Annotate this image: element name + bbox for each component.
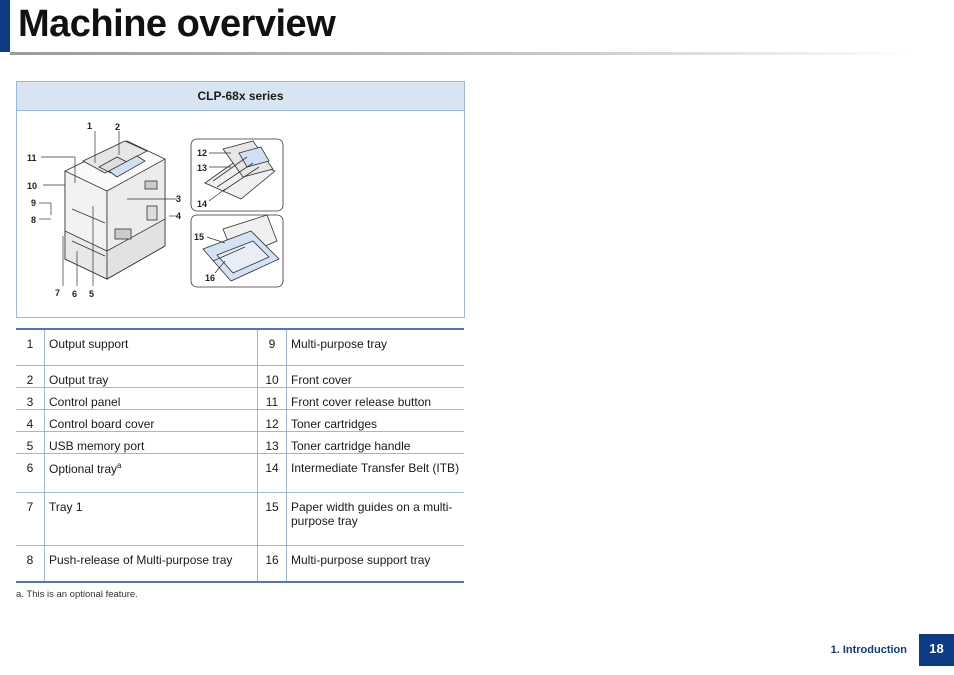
part-number: 10 [258, 366, 287, 388]
table-row [16, 388, 464, 410]
callout-11: 11 [27, 153, 37, 163]
part-label: Multi-purpose tray [287, 329, 465, 366]
part-number: 8 [16, 546, 45, 583]
title-accent-bar [0, 0, 10, 52]
part-number: 5 [16, 432, 45, 454]
table-row [16, 432, 464, 454]
part-number: 1 [16, 329, 45, 366]
part-label: Front cover release button [287, 388, 465, 410]
part-label-text: Push-release of Multi-purpose tray [49, 553, 233, 567]
part-label-text: Control panel [49, 395, 121, 409]
part-label [45, 329, 258, 366]
footnote: a. This is an optional feature. [16, 589, 138, 600]
callout-9: 9 [31, 198, 37, 208]
part-label: Intermediate Transfer Belt (ITB) [287, 454, 465, 493]
part-label-text: Optional tray [49, 462, 118, 476]
table-row [16, 410, 464, 432]
printer-illustration [17, 111, 464, 317]
part-label: Toner cartridge handle [287, 432, 465, 454]
callout-2: 2 [115, 122, 121, 132]
part-number: 12 [258, 410, 287, 432]
part-label [45, 432, 258, 454]
page-number: 18 [919, 634, 954, 666]
part-number: 6 [16, 454, 45, 493]
figure-caption: CLP-68x series [17, 82, 464, 111]
part-number: 13 [258, 432, 287, 454]
table-row [16, 493, 464, 546]
part-label [45, 493, 258, 546]
parts-table [16, 328, 464, 583]
part-label: Toner cartridges [287, 410, 465, 432]
callout-16: 16 [205, 273, 216, 283]
table-row [16, 366, 464, 388]
callout-15: 15 [194, 232, 205, 242]
printer-drawing [65, 141, 165, 279]
part-number: 9 [258, 329, 287, 366]
table-row [16, 329, 464, 366]
part-label [45, 410, 258, 432]
part-label-text: Tray 1 [49, 500, 83, 514]
part-label-text: Control board cover [49, 417, 155, 431]
part-label-text: Output tray [49, 373, 109, 387]
part-label-text: Output support [49, 337, 129, 351]
callout-12: 12 [197, 148, 208, 158]
page-title: Machine overview [18, 3, 336, 45]
part-number: 3 [16, 388, 45, 410]
callout-7: 7 [55, 288, 61, 298]
callout-10: 10 [27, 181, 38, 191]
callout-14: 14 [197, 199, 208, 209]
part-label-text: USB memory port [49, 439, 145, 453]
part-label: Paper width guides on a multi-purpose tray [287, 493, 465, 546]
part-label: Multi-purpose support tray [287, 546, 465, 583]
part-label: Front cover [287, 366, 465, 388]
callout-1: 1 [87, 121, 93, 131]
part-number: 11 [258, 388, 287, 410]
callout-13: 13 [197, 163, 208, 173]
part-number: 14 [258, 454, 287, 493]
part-label [45, 388, 258, 410]
callout-4: 4 [176, 211, 182, 221]
footer-section-link[interactable]: 1. Introduction [830, 644, 907, 656]
machine-figure [16, 81, 465, 318]
callout-6: 6 [72, 289, 78, 299]
table-row [16, 454, 464, 493]
part-label [45, 454, 258, 493]
callout-8: 8 [31, 215, 37, 225]
footnote-marker: a [117, 461, 122, 470]
part-label [45, 546, 258, 583]
callout-5: 5 [89, 289, 95, 299]
part-label [45, 366, 258, 388]
title-divider [10, 52, 915, 55]
part-number: 2 [16, 366, 45, 388]
part-number: 16 [258, 546, 287, 583]
part-number: 15 [258, 493, 287, 546]
callout-3: 3 [176, 194, 182, 204]
table-row [16, 546, 464, 583]
part-number: 7 [16, 493, 45, 546]
part-number: 4 [16, 410, 45, 432]
